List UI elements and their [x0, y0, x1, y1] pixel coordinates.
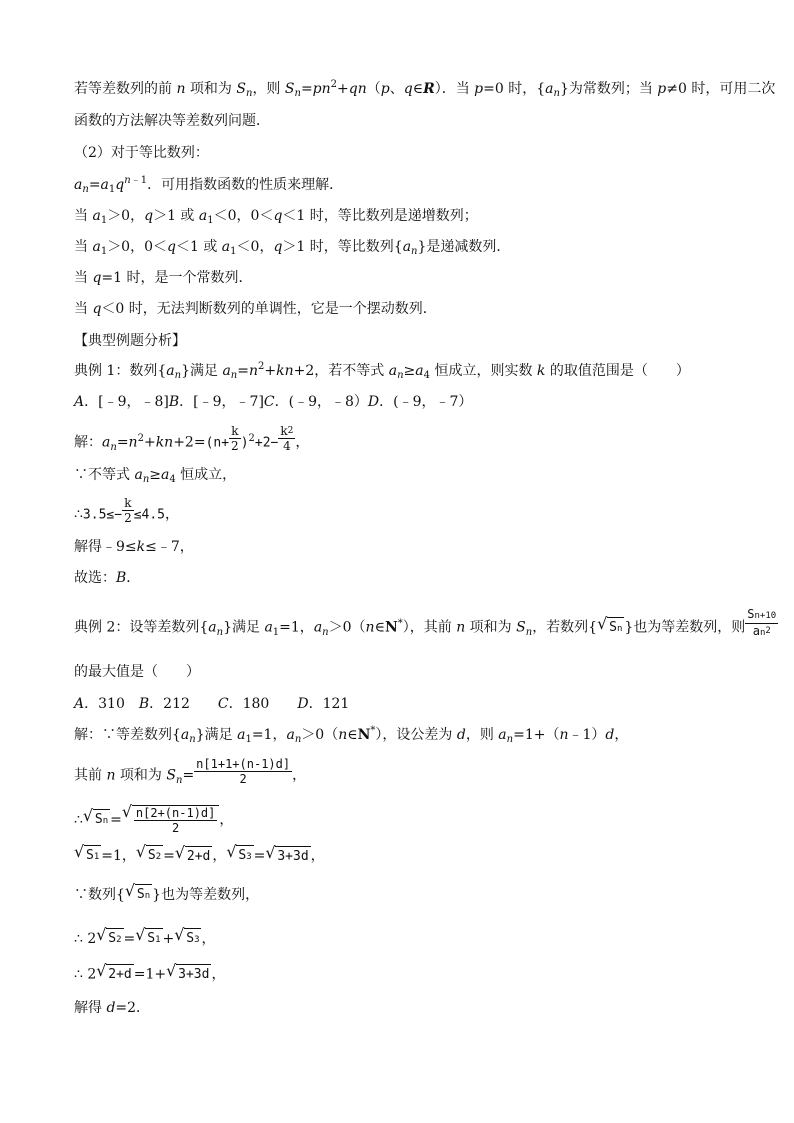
example-2-question: 典例 2：设等差数列$\{a_n\}$满足 $a_1=1$，$a_n>0(n\in N^*)$，其前 n 项和为 $S_n$，若数列{√ Sn }也为等差数列，则 $\frac{Sn+10}{an^2}$ — [74, 611, 754, 644]
text-line-2: 函数的方法解决等差数列问题． — [74, 113, 270, 129]
example-2-solution-6: ∴ 2√ S2 =√ S1 +√ S3 ， — [74, 928, 754, 950]
example-2-solution-1: 解：∵等差数列$\{a_n\}$满足 $a_1=1$，$a_n>0(n\in N^*)$，设公差为 d，则 $a_n=1+(n﹣1)d$， — [74, 725, 629, 745]
text-line-5: 当 $a_1>0$，q＞1 或 $a_1<0$，0＜q＜1 时，等比数列是递增数列； — [74, 208, 478, 226]
example-2-question-end: 的最大值是（ ） — [74, 664, 200, 680]
example-2-options: A．310 B．212 C．180 D．121 — [74, 696, 350, 712]
example-1-solution-2: ∵不等式 $a_n\ge a_4$ 恒成立， — [74, 467, 237, 485]
text-line-6: 当 $a_1>0$，0＜q＜1 或 $a_1<0$，q＞1 时，等比数列$\{a_n\}$是递减数列． — [74, 239, 511, 257]
example-2-solution-4: √ S1 =1，√ S2 =√ 2+d ，√ S3 =√ 3+3d ， — [74, 845, 754, 867]
example-1-answer: 故选：B． — [74, 570, 141, 586]
example-2-solution-5: ∵数列{√ Sn }也为等差数列， — [74, 884, 754, 906]
example-1-options: A．[﹣9，﹣8]B．[﹣9，﹣7]C．(﹣9，﹣8）D．(﹣9，﹣7） — [74, 394, 473, 410]
example-1-solution-1: 解：$a_n=n^2+kn+2=(n+$ $\frac{k}{2}$ )$^2$+2− $\frac{k^2}{4}$ ， — [74, 424, 310, 453]
text-line-4: $a_n=a_1q^{n﹣1}$．可用指数函数的性质来理解． — [74, 175, 344, 195]
section-heading: 【典型例题分析】 — [74, 333, 186, 349]
text-line-7: 当 q=1 时，是一个常数列． — [74, 270, 253, 286]
example-2-solution-8: 解得 d=2． — [74, 1000, 151, 1016]
example-2-solution-3: ∴√ Sn = √ $\frac{n[2+(n-1)d]}{2}$ ， — [74, 805, 754, 835]
text-line-3: （2）对于等比数列： — [74, 145, 209, 161]
text-line-8: 当 q＜0 时，无法判断数列的单调性，它是一个摆动数列． — [74, 301, 437, 317]
example-2-solution-2: 其前 n 项和为 $S_n=$ $\frac{n[1+1+(n-1)d]}{2}$ ， — [74, 757, 307, 786]
example-1-solution-4: 解得﹣9≤k≤﹣7， — [74, 539, 194, 555]
example-1-solution-3: ∴3.5≤− $\frac{k}{2}$ ≤4.5， — [74, 496, 180, 525]
example-2-solution-7: ∴ 2√ 2+d =1+√ 3+3d ， — [74, 964, 754, 985]
text-line-1: 若等差数列的前 n 项和为 $S_n$，则 $S_n=pn^2+qn(p$、q∈R）．当 p=0 时，$\{a_n\}$为常数列；当 p≠0 时，可用二次 — [74, 79, 776, 99]
example-1-question: 典例 1：数列$\{a_n\}$满足 $a_n=n^2+kn+2$，若不等式 $a_n\ge a_4$ 恒成立，则实数 k 的取值范围是（ ） — [74, 361, 690, 381]
